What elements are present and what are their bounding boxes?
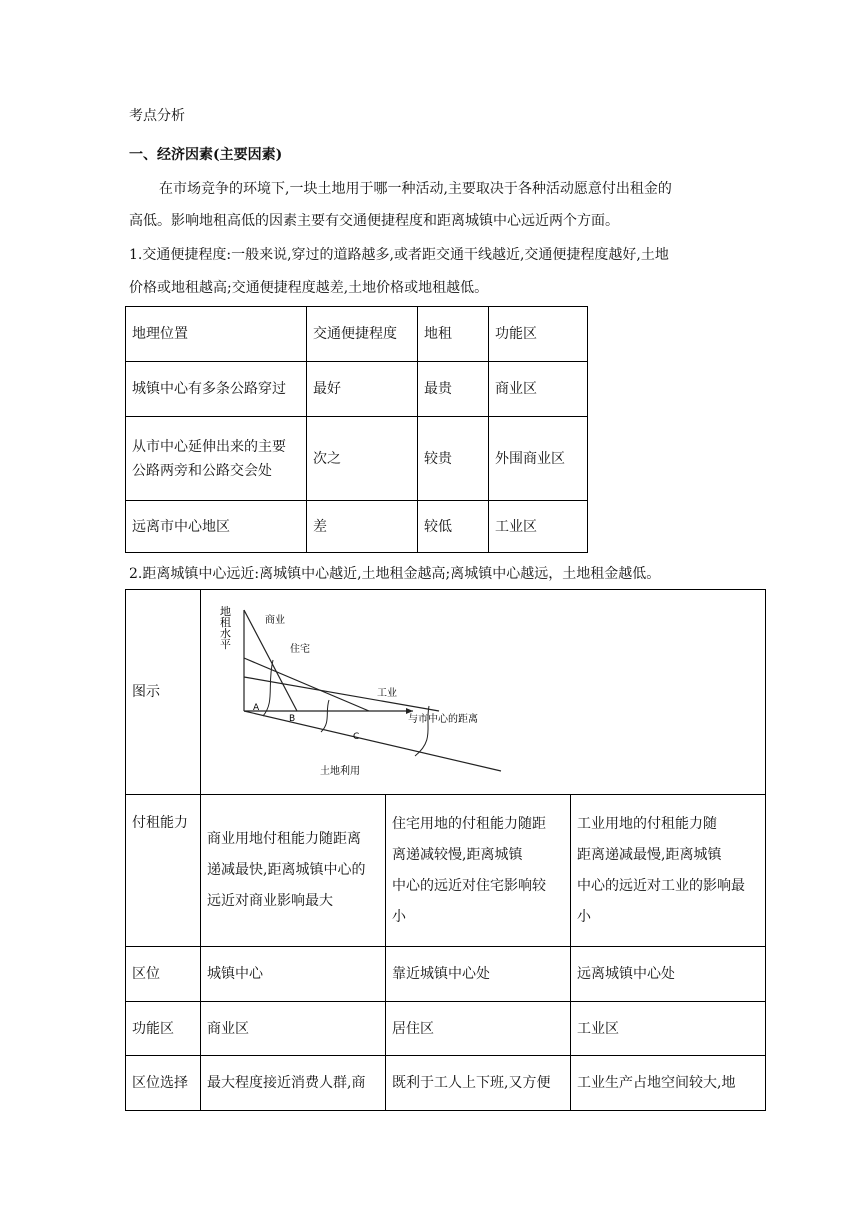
x-axis-label: 与市中心的距离	[408, 714, 478, 725]
table-cell: 城镇中心	[201, 947, 386, 1002]
table-cell: 城镇中心有多条公路穿过	[126, 362, 307, 417]
cell-line: 中心的远近对工业的影响最	[577, 877, 745, 894]
table-cell: 靠近城镇中心处	[386, 947, 571, 1002]
table-header-cell: 地租	[418, 307, 489, 362]
point-1-line: 价格或地租越高;交通便捷程度越差,土地价格或地租越低。	[129, 280, 489, 296]
table-cell: 次之	[307, 417, 418, 501]
housing-curve	[244, 658, 369, 711]
table-row	[126, 947, 766, 1002]
table-cell: 远离市中心地区	[126, 501, 307, 553]
y-axis-label	[220, 604, 235, 651]
table-cell: 商业区	[489, 362, 588, 417]
table-cell: 居住区	[386, 1002, 571, 1056]
commerce-label: 商业	[265, 615, 285, 626]
distance-table	[125, 589, 766, 1111]
table-cell: 既利于工人上下班,又方便	[386, 1056, 571, 1111]
table-cell: 付租能力	[126, 795, 201, 947]
industry-label: 工业	[377, 688, 397, 699]
table-row	[126, 501, 588, 553]
cell-line: 小	[392, 908, 406, 925]
cell-line: 公路两旁和公路交会处	[132, 462, 272, 479]
cell-line: 中心的远近对住宅影响较	[392, 877, 546, 894]
zone-c-label: C	[353, 732, 360, 742]
y-axis-char: 租	[220, 616, 231, 629]
table-cell: 区位	[126, 947, 201, 1002]
table-cell	[201, 795, 386, 947]
zone-b-label: B	[289, 714, 296, 724]
zone-boundary	[321, 700, 329, 732]
cell-line: 离递减较慢,距离城镇	[392, 846, 523, 863]
table-cell	[386, 795, 571, 947]
traffic-table	[125, 306, 588, 553]
cell-line: 距离递减最慢,距离城镇	[577, 846, 722, 863]
zone-a-label: A	[253, 703, 260, 713]
cell-line: 从市中心延伸出来的主要	[132, 438, 286, 455]
housing-label: 住宅	[290, 644, 310, 655]
table-header-cell: 地理位置	[126, 307, 307, 362]
table-cell: 最好	[307, 362, 418, 417]
point-2-line: 2.距离城镇中心远近:离城镇中心越近,土地租金越高;离城镇中心越远，土地租金越低。	[129, 566, 661, 582]
table-cell: 区位选择	[126, 1056, 201, 1111]
y-axis-char: 平	[220, 638, 231, 651]
table-header-cell: 交通便捷程度	[307, 307, 418, 362]
table-row	[126, 795, 766, 947]
heading-top: 考点分析	[129, 108, 185, 124]
cell-line: 住宅用地的付租能力随距	[392, 815, 546, 832]
table-row	[126, 590, 766, 795]
table-cell: 外围商业区	[489, 417, 588, 501]
table-header-row	[126, 307, 588, 362]
table-cell: 商业区	[201, 1002, 386, 1056]
y-axis-char: 水	[220, 627, 231, 640]
table-cell: 差	[307, 501, 418, 553]
table-cell: 图示	[126, 590, 201, 795]
table-cell: 远离城镇中心处	[571, 947, 766, 1002]
table-row	[126, 1056, 766, 1111]
paragraph-line: 高低。影响地租高低的因素主要有交通便捷程度和距离城镇中心远近两个方面。	[129, 213, 619, 229]
cell-line: 小	[577, 908, 591, 925]
table-cell	[571, 795, 766, 947]
y-axis-char: 地	[220, 605, 231, 618]
point-1-line: 1.交通便捷程度:一般来说,穿过的道路越多,或者距交通干线越近,交通便捷程度越好,土地	[129, 247, 669, 263]
section-title: 一、经济因素(主要因素)	[129, 147, 283, 163]
cell-line: 工业用地的付租能力随	[577, 815, 717, 832]
paragraph-line: 在市场竞争的环境下,一块土地用于哪一种活动,主要取决于各种活动愿意付出租金的	[159, 181, 672, 197]
cell-line: 远近对商业影响最大	[207, 893, 333, 909]
land-use-label: 土地利用	[320, 766, 360, 777]
table-row	[126, 1002, 766, 1056]
table-cell: 较贵	[418, 417, 489, 501]
table-cell: 工业区	[571, 1002, 766, 1056]
cell-line: 递减最快,距离城镇中心的	[207, 862, 366, 878]
rent-diagram	[201, 590, 761, 786]
diagram-cell	[201, 590, 766, 795]
cell-line: 商业用地付租能力随距离	[207, 831, 361, 847]
table-cell: 工业区	[489, 501, 588, 553]
industry-curve	[244, 677, 439, 711]
table-cell: 最大程度接近消费人群,商	[201, 1056, 386, 1111]
table-cell	[126, 417, 307, 501]
table-cell: 工业生产占地空间较大,地	[571, 1056, 766, 1111]
table-cell: 较低	[418, 501, 489, 553]
table-row	[126, 362, 588, 417]
table-cell: 功能区	[126, 1002, 201, 1056]
table-header-cell: 功能区	[489, 307, 588, 362]
table-row	[126, 417, 588, 501]
table-cell: 最贵	[418, 362, 489, 417]
